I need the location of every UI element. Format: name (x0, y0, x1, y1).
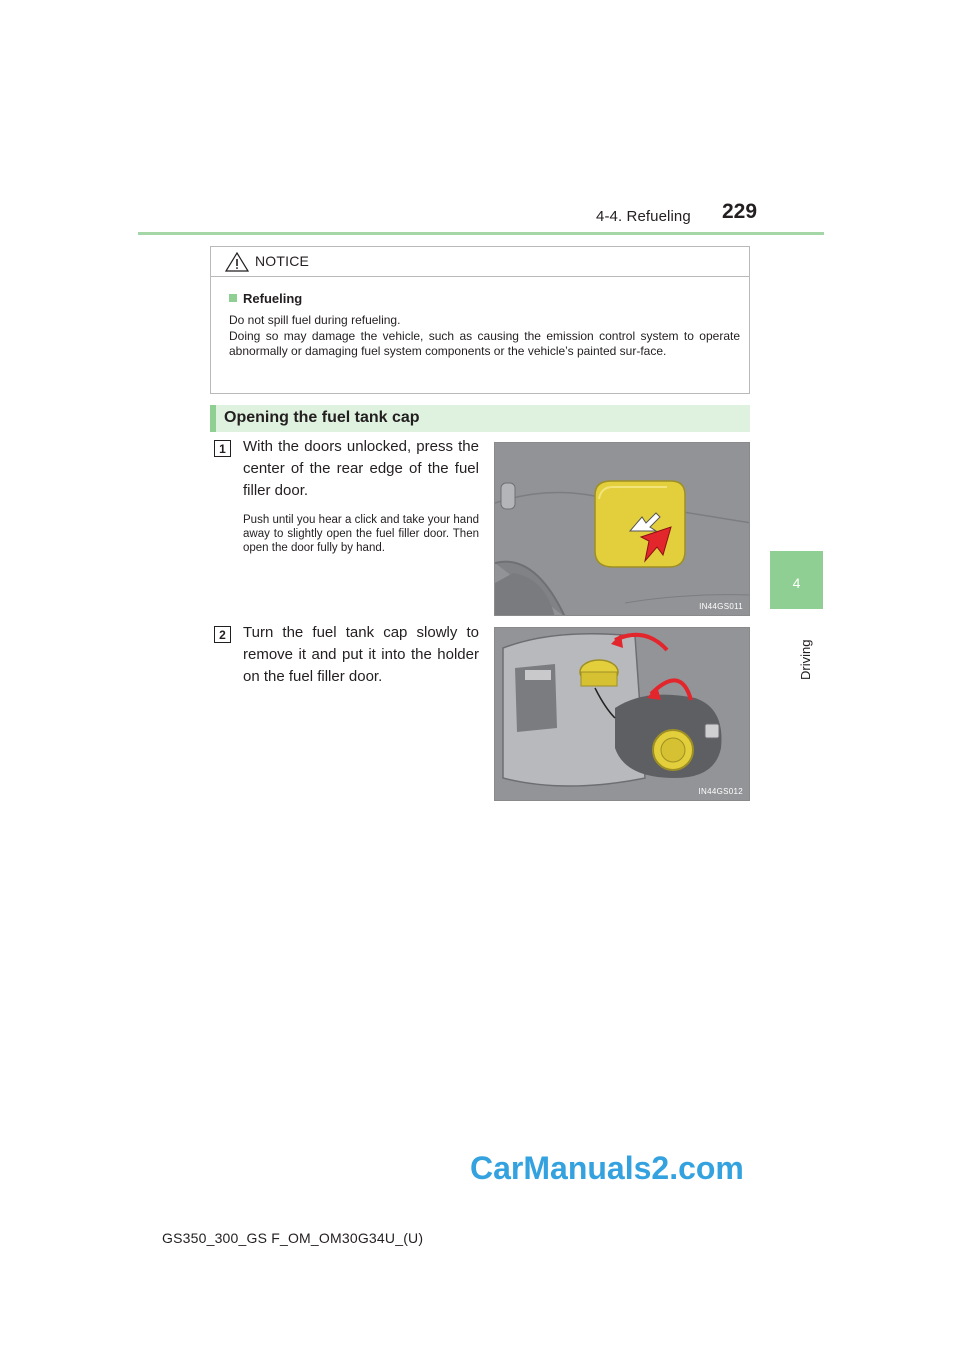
footer-manual-code: GS350_300_GS F_OM_OM30G34U_(U) (162, 1230, 424, 1246)
notice-box (210, 246, 750, 394)
notice-subheading (229, 291, 302, 306)
warning-icon (225, 252, 249, 272)
figure-fuel-tank-cap (494, 627, 750, 801)
watermark-text: CarManuals2.com (470, 1150, 744, 1186)
fuel-cap-illustration (495, 628, 750, 801)
figure-code: IN44GS011 (699, 602, 743, 611)
page-number: 229 (722, 200, 758, 223)
figure-fuel-filler-door (494, 442, 750, 616)
notice-paragraph: Do not spill fuel during refueling. (229, 313, 401, 327)
notice-subheading-text: Refueling (243, 291, 303, 306)
step-1-note: Push until you hear a click and take your hand away to slightly open the fuel filler door. Then open the door fully by hand. (243, 514, 479, 554)
figure-code: IN44GS012 (698, 787, 743, 796)
chapter-label: Driving (798, 639, 813, 680)
section-title: Opening the fuel tank cap (224, 409, 420, 426)
fuel-door-illustration (495, 443, 750, 616)
running-header-section: 4-4. Refueling (596, 208, 691, 225)
section-heading-bar (210, 405, 750, 432)
step-1-text: With the doors unlocked, press the center of the rear edge of the fuel filler door. (243, 438, 479, 499)
notice-paragraph: Doing so may damage the vehicle, such as causing the emission control system to operate abnormally or damaging fuel system components or the vehicle’s painted sur-face. (229, 328, 740, 358)
chapter-number: 4 (792, 575, 801, 591)
notice-body (229, 313, 740, 360)
step-number-2: 2 (214, 626, 231, 643)
step-number-1: 1 (214, 440, 231, 457)
header-rule (138, 232, 824, 235)
notice-header (211, 247, 749, 277)
step-2-text: Turn the fuel tank cap slowly to remove it and put it into the holder on the fuel filler door. (243, 624, 479, 685)
chapter-label-container (780, 622, 820, 682)
square-bullet-icon (229, 294, 237, 302)
notice-title: NOTICE (255, 253, 310, 269)
